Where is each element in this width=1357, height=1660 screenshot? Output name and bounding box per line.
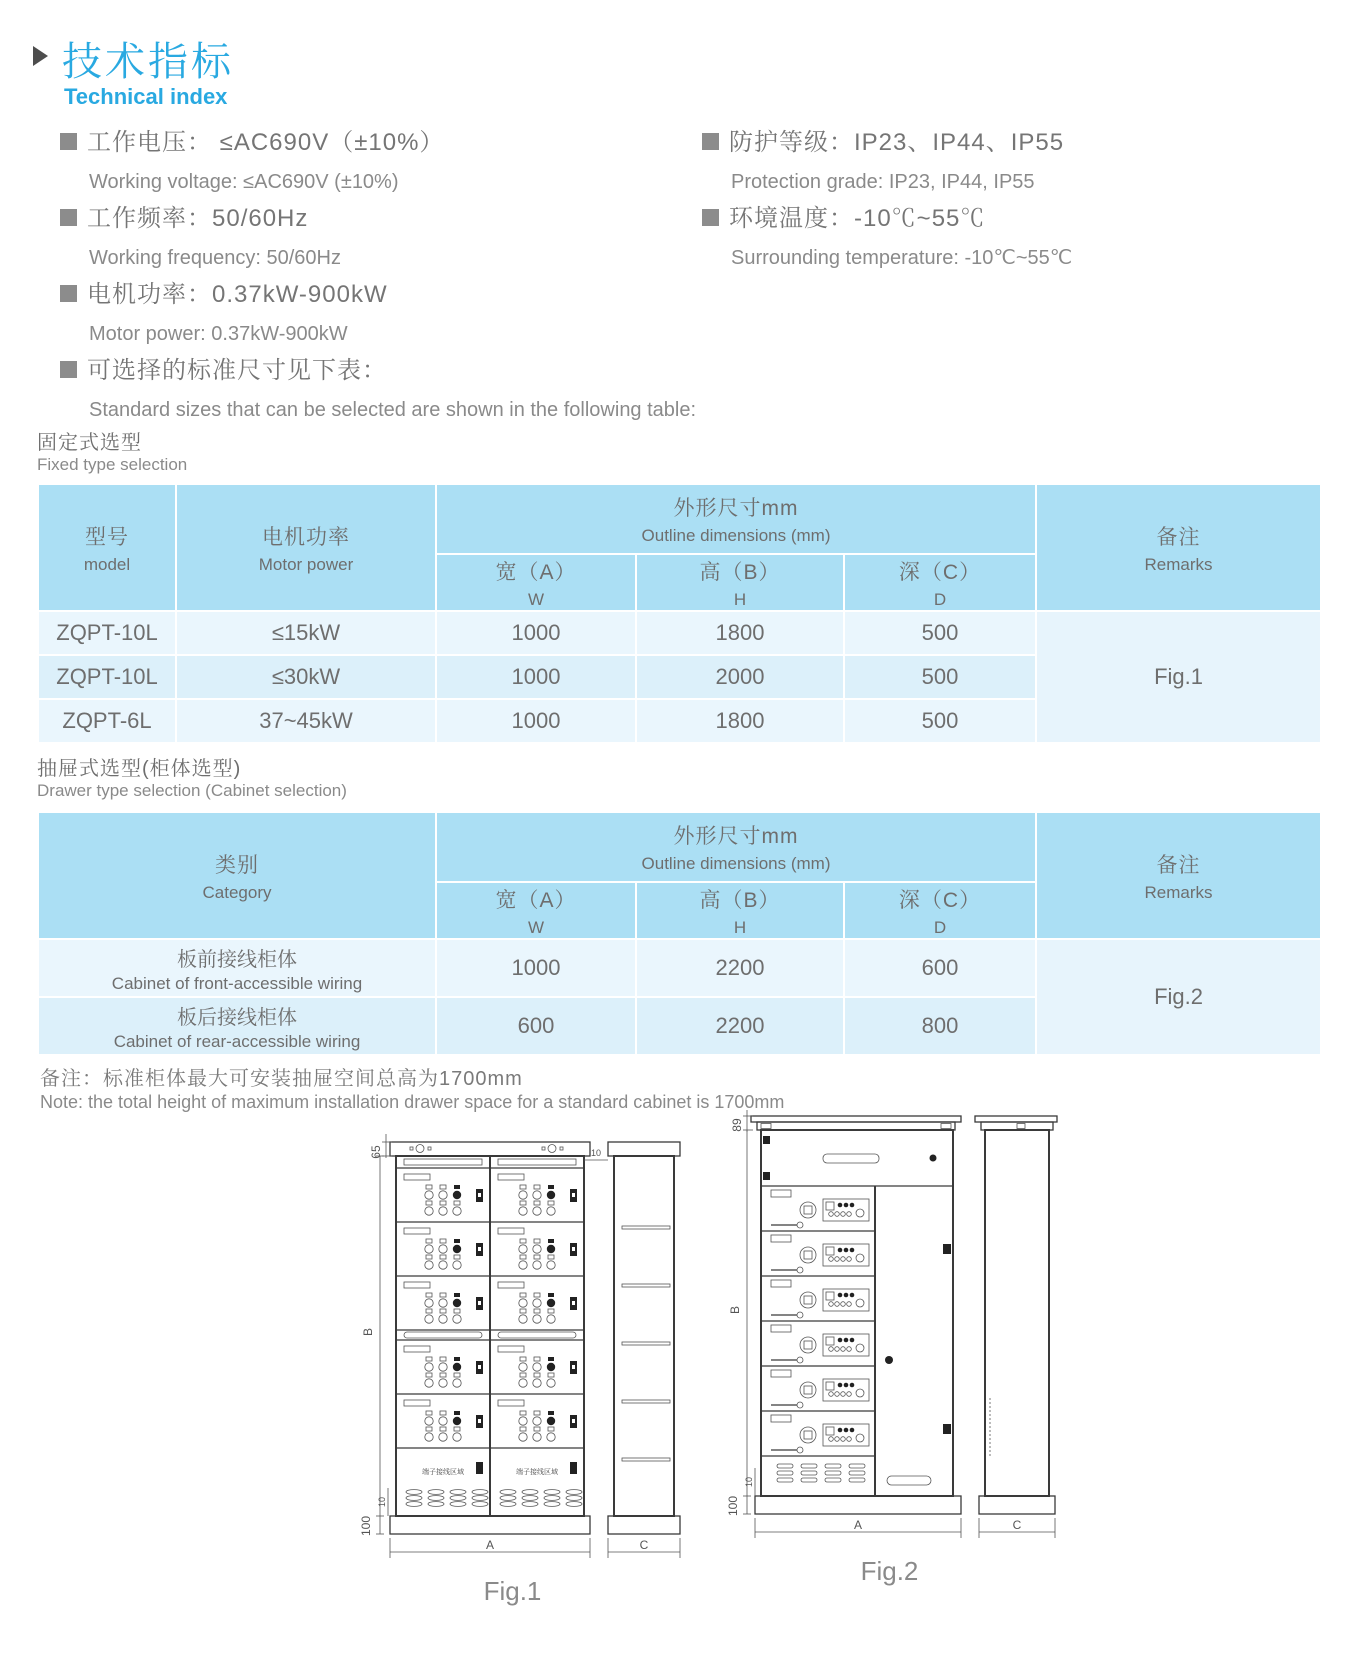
header-label-en: W: [527, 589, 545, 609]
category-en: Cabinet of front-accessible wiring: [111, 973, 363, 993]
drawer-section-title-en: Drawer type selection (Cabinet selection): [37, 781, 347, 800]
cell-power: ≤30kW: [176, 655, 436, 699]
cell-width: 1000: [436, 699, 636, 743]
table-row: [38, 939, 1321, 997]
page-title-zh: 技术指标: [62, 40, 234, 84]
fig2-dim-width: A: [853, 1518, 863, 1532]
header-label-en: Category: [202, 882, 272, 902]
cell-depth: 500: [844, 611, 1036, 655]
header-label-zh: 高（B）: [699, 888, 781, 912]
fig2-caption: Fig.2: [860, 1556, 919, 1586]
spec-zh: 防护等级：IP23、IP44、IP55: [729, 129, 1065, 156]
header-label-en: D: [933, 589, 947, 609]
cell-height: 1800: [636, 611, 844, 655]
spec-en: Working voltage: ≤AC690V (±10%): [89, 171, 399, 193]
drawer-section-title-zh: 抽屉式选型(柜体选型): [37, 758, 242, 780]
spec-zh: 环境温度：-10℃~55℃: [729, 205, 986, 232]
category-en: Cabinet of rear-accessible wiring: [113, 1031, 361, 1051]
col-header-model: [38, 484, 176, 611]
header-label-en: Motor power: [258, 554, 354, 574]
bullet-square-icon: [60, 133, 77, 150]
cell-model: ZQPT-6L: [38, 699, 176, 743]
section-arrow-icon: [33, 46, 48, 66]
cell-model: ZQPT-10L: [38, 655, 176, 699]
fig1-dim-height: B: [361, 1327, 375, 1337]
header-label-en: Outline dimensions (mm): [641, 526, 831, 545]
cell-width: 1000: [436, 655, 636, 699]
cell-category: [38, 997, 436, 1055]
spec-zh: 电机功率：0.37kW-900kW: [87, 281, 388, 308]
header-label-en: model: [83, 554, 131, 574]
fixed-type-table: [37, 483, 1322, 744]
col-header-height: [636, 882, 844, 939]
spec-en: Standard sizes that can be selected are shown in the following table:: [89, 399, 697, 421]
drawer-type-table: [37, 811, 1322, 1056]
col-header-height: [636, 554, 844, 611]
fig2-dim-vent: 10: [744, 1476, 754, 1488]
fig1-dim-width: A: [485, 1538, 495, 1552]
spec-zh: 工作电压： ≤AC690V（±10%）: [87, 129, 445, 156]
fig1-dim-top-right: 10: [590, 1148, 602, 1158]
fixed-section-title-zh: 固定式选型: [37, 432, 142, 454]
header-label-en: Remarks: [1144, 882, 1213, 902]
header-label-zh: 电机功率: [262, 525, 350, 549]
col-header-remarks: [1036, 484, 1321, 611]
fig1-drawing: [340, 1118, 685, 1570]
fig2-side-view: [975, 1116, 1057, 1538]
cell-width: 600: [436, 997, 636, 1055]
spec-en: Protection grade: IP23, IP44, IP55: [731, 171, 1035, 193]
cell-depth: 600: [844, 939, 1036, 997]
col-header-width: [436, 882, 636, 939]
spec-zh: 可选择的标准尺寸见下表：: [87, 357, 387, 384]
header-label-zh: 高（B）: [699, 560, 781, 584]
col-header-width: [436, 554, 636, 611]
header-label-zh: 宽（A）: [495, 888, 577, 912]
fig1-terminal-area-label: 端子接线区域: [516, 1469, 558, 1476]
header-label-en: H: [733, 917, 747, 937]
category-zh: 板后接线柜体: [177, 1006, 297, 1029]
cell-height: 2200: [636, 997, 844, 1055]
col-header-remarks: [1036, 812, 1321, 939]
cell-power: 37~45kW: [176, 699, 436, 743]
bullet-square-icon: [60, 285, 77, 302]
fig2-dim-plinth: 100: [726, 1495, 740, 1517]
col-header-depth: [844, 882, 1036, 939]
header-label-en: W: [527, 917, 545, 937]
cell-remarks: Fig.2: [1036, 939, 1321, 1055]
col-header-category: [38, 812, 436, 939]
bullet-square-icon: [60, 209, 77, 226]
category-zh: 板前接线柜体: [177, 948, 297, 971]
header-label-zh: 型号: [85, 525, 129, 549]
note-en: Note: the total height of maximum installation drawer space for a standard cabinet is 1700mm: [40, 1092, 785, 1112]
cell-category: [38, 939, 436, 997]
fig1-caption: Fig.1: [483, 1576, 542, 1606]
fig1-dim-plinth: 100: [359, 1515, 373, 1537]
cell-depth: 500: [844, 655, 1036, 699]
header-label-zh: 外形尺寸mm: [673, 497, 799, 520]
header-label-zh: 深（C）: [898, 888, 982, 912]
cell-height: 1800: [636, 699, 844, 743]
col-header-motor-power: [176, 484, 436, 611]
header-label-en: D: [933, 917, 947, 937]
fig2-front-view: [751, 1116, 961, 1514]
cell-height: 2000: [636, 655, 844, 699]
header-label-en: Remarks: [1144, 554, 1213, 574]
col-header-outline-dimensions: [436, 812, 1036, 882]
cell-width: 1000: [436, 611, 636, 655]
table-row: [38, 611, 1321, 655]
fig2-dim-height: B: [728, 1305, 742, 1315]
fixed-section-title-en: Fixed type selection: [37, 455, 188, 474]
note-zh: 备注：标准柜体最大可安装抽屉空间总高为1700mm: [40, 1068, 523, 1090]
header-label-en: Outline dimensions (mm): [641, 854, 831, 873]
spec-working-frequency: [60, 204, 341, 271]
header-label-zh: 备注: [1156, 853, 1201, 877]
spec-surrounding-temperature: [702, 204, 1072, 271]
spec-standard-sizes: [60, 356, 696, 423]
cell-depth: 800: [844, 997, 1036, 1055]
col-header-outline-dimensions: [436, 484, 1036, 554]
col-header-depth: [844, 554, 1036, 611]
spec-en: Working frequency: 50/60Hz: [89, 247, 341, 269]
fig1-dim-depth: C: [639, 1538, 649, 1552]
bullet-square-icon: [702, 209, 719, 226]
figure-1: [340, 1118, 685, 1607]
spec-working-voltage: [60, 128, 444, 195]
fig2-dim-depth: C: [1012, 1518, 1022, 1532]
cell-width: 1000: [436, 939, 636, 997]
fig1-side-view: [608, 1142, 680, 1558]
cell-depth: 500: [844, 699, 1036, 743]
fig1-dim-vent: 10: [377, 1496, 387, 1508]
fig1-terminal-area-label: 端子接线区域: [422, 1469, 464, 1476]
header-label-zh: 宽（A）: [495, 560, 577, 584]
spec-en: Surrounding temperature: -10℃~55℃: [731, 247, 1073, 269]
bullet-square-icon: [702, 133, 719, 150]
page-title-en: Technical index: [64, 84, 228, 109]
spec-motor-power: [60, 280, 388, 347]
fig1-front-view: [390, 1142, 590, 1534]
figure-2: [717, 1098, 1062, 1607]
fig1-dim-top: 65: [369, 1145, 383, 1159]
spec-zh: 工作频率：50/60Hz: [87, 205, 309, 232]
spec-en: Motor power: 0.37kW-900kW: [89, 323, 348, 345]
fig2-dim-top: 89: [730, 1118, 744, 1132]
cell-remarks: Fig.1: [1036, 611, 1321, 743]
header-label-zh: 备注: [1156, 525, 1201, 549]
cell-height: 2200: [636, 939, 844, 997]
bullet-square-icon: [60, 361, 77, 378]
header-label-zh: 深（C）: [898, 560, 982, 584]
header-label-zh: 类别: [215, 853, 259, 877]
fig2-drawing: [717, 1098, 1062, 1550]
header-label-en: H: [733, 589, 747, 609]
spec-protection-grade: [702, 128, 1064, 195]
cell-model: ZQPT-10L: [38, 611, 176, 655]
cell-power: ≤15kW: [176, 611, 436, 655]
figures: [340, 1118, 1062, 1607]
header-label-zh: 外形尺寸mm: [673, 825, 799, 848]
